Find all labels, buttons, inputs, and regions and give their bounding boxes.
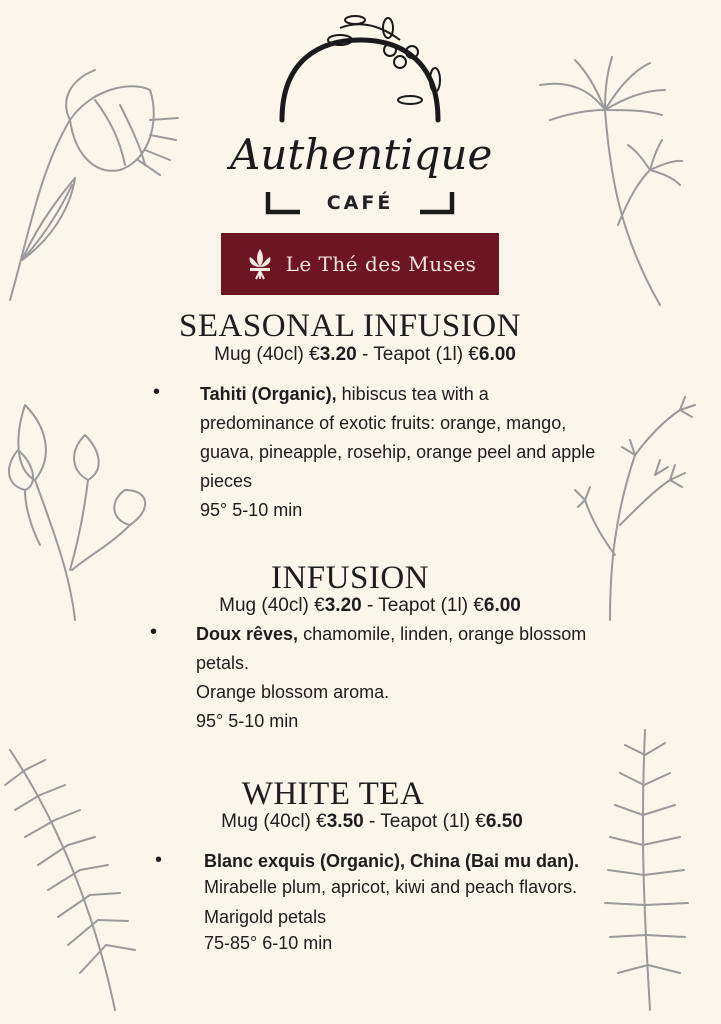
price-line <box>165 344 565 366</box>
teapot-label: - Teapot (1l) € <box>361 595 484 616</box>
mug-price: 3.50 <box>326 811 364 832</box>
fleur-de-lis-icon <box>244 247 276 281</box>
logo-subtitle: CAFÉ <box>326 192 394 214</box>
item-brew-info: 95° 5-10 min <box>200 500 303 520</box>
brand-banner <box>221 233 499 295</box>
mug-label: Mug (40cl) € <box>221 811 327 832</box>
mug-label: Mug (40cl) € <box>219 595 325 616</box>
teapot-label: - Teapot (1l) € <box>356 344 479 365</box>
dandelion-illustration <box>530 55 710 315</box>
teapot-price: 6.50 <box>485 811 523 832</box>
item-desc: chamomile, linden, orange blossom <box>298 624 587 644</box>
bullet: • <box>150 621 158 643</box>
bullet: • <box>153 381 161 403</box>
item-desc: hibiscus tea with a <box>336 384 489 404</box>
menu-item-blanc-exquis <box>204 848 624 956</box>
teapot-price: 6.00 <box>478 344 516 365</box>
item-desc: predominance of exotic fruits: orange, mango, <box>200 413 567 433</box>
brand-name: Le Thé des Muses <box>285 252 477 276</box>
menu-item-doux-reves <box>196 620 596 736</box>
item-desc: Mirabelle plum, apricot, kiwi and peach flavors. <box>204 877 578 897</box>
price-line <box>172 811 572 833</box>
item-brew-info: 75-85° 6-10 min <box>204 933 333 953</box>
item-desc: guava, pineapple, rosehip, orange peel and apple <box>200 442 596 462</box>
item-desc: pieces <box>200 471 253 491</box>
menu-item-tahiti <box>200 380 600 525</box>
buds-illustration <box>0 395 160 625</box>
item-brew-info: 95° 5-10 min <box>196 711 299 731</box>
item-desc: Orange blossom aroma. <box>196 682 390 702</box>
flower-bell-illustration <box>0 60 190 310</box>
price-line <box>170 595 570 617</box>
item-desc: petals. <box>196 653 250 673</box>
item-name: Blanc exquis (Organic), China (Bai mu dan). <box>204 851 580 871</box>
item-name: Tahiti (Organic), <box>200 384 337 404</box>
section-title-seasonal-infusion: SEASONAL INFUSION <box>179 308 521 344</box>
mug-label: Mug (40cl) € <box>214 344 320 365</box>
section-title-infusion: INFUSION <box>270 560 429 596</box>
bullet: • <box>155 849 163 871</box>
teapot-price: 6.00 <box>483 595 521 616</box>
item-name: Doux rêves, <box>196 624 299 644</box>
teapot-label: - Teapot (1l) € <box>363 811 486 832</box>
mug-price: 3.20 <box>324 595 362 616</box>
section-title-white-tea: WHITE TEA <box>241 776 425 812</box>
logo-script-title: Authentique <box>230 130 493 179</box>
item-desc: Marigold petals <box>204 907 327 927</box>
mug-price: 3.20 <box>319 344 357 365</box>
